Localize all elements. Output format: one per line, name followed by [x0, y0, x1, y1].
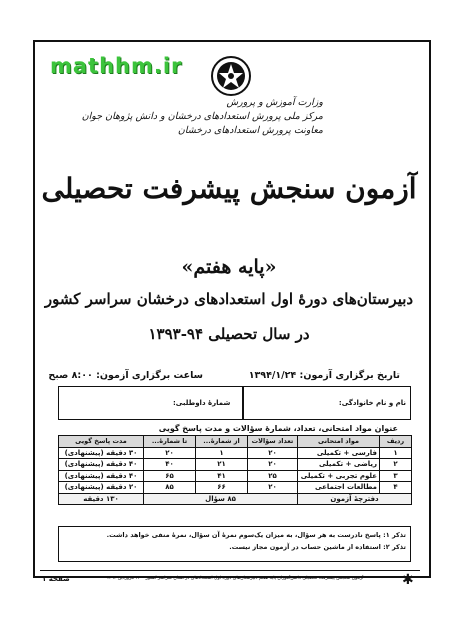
star-icon: ✱ — [402, 572, 414, 588]
exam-date: تاریخ برگزاری آزمون: ۱۳۹۴/۱/۲۴ — [248, 370, 400, 381]
table-cell: علوم تجربی + تکمیلی — [298, 470, 380, 482]
student-info-box — [58, 386, 411, 420]
table-cell: ۶۶ — [196, 482, 248, 494]
org-line-center: مرکز ملی پرورش استعدادهای درخشان و دانش پژوهان جوان — [81, 111, 323, 122]
table-cell: ۲۰ دقیقه (پیشنهادی) — [59, 482, 144, 494]
total-questions: ۸۵ سؤال — [144, 493, 298, 505]
table-cell: ۴۰ — [144, 459, 196, 471]
emblem-icon — [210, 55, 252, 97]
total-time: ۱۳۰ دقیقه — [59, 493, 144, 505]
table-row — [59, 470, 412, 482]
table-title: عنوان مواد امتحانی، تعداد، شمارهٔ سؤالات و مدت پاسخ گویی — [158, 424, 398, 433]
table-cell: فارسی + تکمیلی — [298, 447, 380, 459]
table-row — [59, 459, 412, 471]
note-calculator: تذکر ۲: استفاده از ماشین حساب در آزمون مجاز نیست. — [229, 543, 406, 551]
divider — [242, 387, 244, 419]
footer-divider — [40, 570, 420, 571]
table-cell: ۳۰ دقیقه (پیشنهادی) — [59, 447, 144, 459]
table-cell: ۴۱ — [196, 470, 248, 482]
total-label: دفترچهٔ آزمون — [298, 493, 412, 505]
column-header: مواد امتحانی — [298, 436, 380, 448]
table-cell: ۲ — [380, 459, 412, 471]
school-year: در سال تحصیلی ۹۴-۱۳۹۳ — [148, 325, 310, 343]
table-cell: ۸۵ — [144, 482, 196, 494]
notes-box — [58, 526, 411, 562]
column-header: از شمارهٔ... — [196, 436, 248, 448]
exam-title: آزمون سنجش پیشرفت تحصیلی — [41, 172, 417, 205]
table-cell: ۱ — [196, 447, 248, 459]
exam-time: ساعت برگزاری آزمون: ۸:۰۰ صبح — [48, 370, 203, 381]
schools-subtitle: دبیرستان‌های دورهٔ اول استعدادهای درخشان سراسر کشور — [44, 290, 414, 308]
table-cell: ۲۰ — [144, 447, 196, 459]
table-row — [59, 447, 412, 459]
table-cell: ۲۵ — [248, 470, 298, 482]
table-cell: ۶۵ — [144, 470, 196, 482]
column-header: ردیف — [380, 436, 412, 448]
table-cell: ۴ — [380, 482, 412, 494]
grade-title: «پایه هفتم» — [181, 256, 277, 278]
table-row — [59, 482, 412, 494]
table-total-row — [59, 493, 412, 505]
subjects-table — [58, 435, 412, 505]
note-negative-marking: تذکر ۱: پاسخ نادرست به هر سؤال، به میزان یک‌سوم نمرهٔ آن سؤال، نمرهٔ منفی خواهد داشت. — [106, 531, 406, 539]
watermark: mathhm.ir — [50, 54, 183, 78]
org-line-ministry: وزارت آموزش و پرورش — [226, 97, 323, 108]
table-cell: ۳ — [380, 470, 412, 482]
table-cell: ۴۰ دقیقه (پیشنهادی) — [59, 470, 144, 482]
table-cell: ۲۱ — [196, 459, 248, 471]
table-cell: ۲۰ — [248, 482, 298, 494]
org-line-deputy: معاونت پرورش استعدادهای درخشان — [177, 125, 323, 136]
candidate-number-label: شمارهٔ داوطلبی: — [173, 399, 231, 407]
table-cell: ۲۰ — [248, 447, 298, 459]
table-cell: ریاضی + تکمیلی — [298, 459, 380, 471]
table-cell: مطالعات اجتماعی — [298, 482, 380, 494]
column-header: تعداد سؤالات — [248, 436, 298, 448]
table-cell: ۱ — [380, 447, 412, 459]
column-header: مدت پاسخ گویی — [59, 436, 144, 448]
name-field-label: نام و نام خانوادگی: — [338, 399, 406, 407]
column-header: تا شمارهٔ... — [144, 436, 196, 448]
table-header-row — [59, 436, 412, 448]
footer-text: آزمون سنجش پیشرفت تحصیلی دانش‌آموزان پایهٔ هفتم دبیرستان‌های دورهٔ اول استعدادهای درخشان سراسر کشور – ۲۴ فروردین ۱۳۹۴ — [106, 576, 364, 581]
page-number: صفحهٔ ۱ — [42, 575, 70, 583]
table-cell: ۲۰ — [248, 459, 298, 471]
table-cell: ۴۰ دقیقه (پیشنهادی) — [59, 459, 144, 471]
